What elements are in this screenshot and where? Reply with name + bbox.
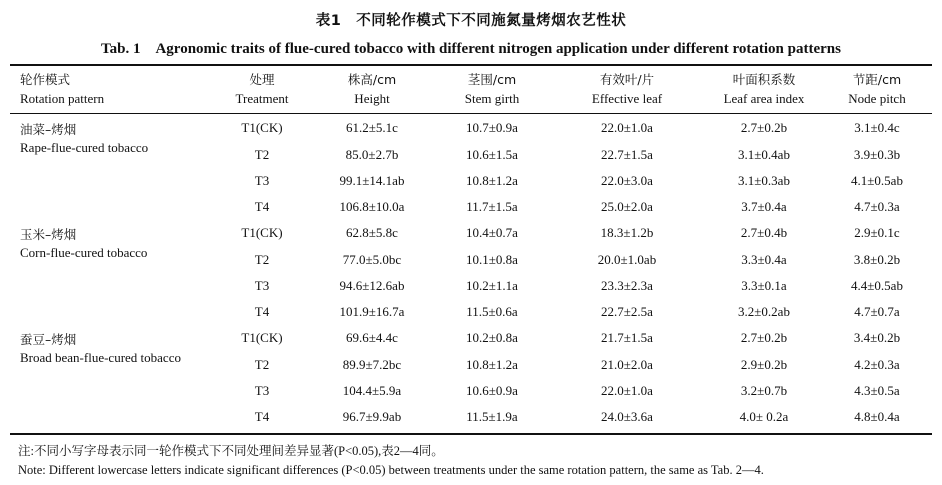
table-cell-leaf: 24.0±3.6a (601, 409, 653, 424)
table-cell-lai: 4.0± 0.2a (739, 409, 789, 424)
table-cell-stem: 11.5±0.6a (466, 304, 518, 319)
table-cell-stem: 10.8±1.2a (466, 173, 518, 188)
table-cell-stem: 10.2±0.8a (466, 330, 518, 345)
table-cell-treatment: T1(CK) (241, 330, 283, 345)
table-cell-treatment: T4 (254, 304, 270, 319)
table-cell-stem: 10.4±0.7a (466, 225, 518, 240)
table-cell-height: 61.2±5.1c (346, 120, 398, 135)
table-cell-height: 96.7±9.9ab (342, 409, 402, 424)
rotation-pattern-cn: 玉米–烤烟 (20, 227, 77, 242)
table-cell-treatment: T1(CK) (241, 120, 283, 135)
table-cell-lai: 3.1±0.4ab (738, 147, 790, 162)
table-cell-stem: 10.6±1.5a (466, 147, 518, 162)
table-cell-leaf: 22.0±3.0a (601, 173, 653, 188)
rotation-pattern-en: Corn-flue-cured tobacco (20, 245, 148, 260)
table-cell-pitch: 4.7±0.7a (854, 304, 900, 319)
rotation-pattern-cn: 油菜–烤烟 (20, 122, 77, 137)
table-cell-pitch: 4.8±0.4a (854, 409, 900, 424)
rotation-pattern-en: Rape-flue-cured tobacco (20, 140, 149, 155)
table-cell-lai: 3.3±0.4a (741, 252, 787, 267)
table-cell-pitch: 4.7±0.3a (854, 199, 900, 214)
table-cell-leaf: 20.0±1.0ab (597, 252, 657, 267)
column-header-en: Effective leaf (591, 91, 663, 106)
table-cell-treatment: T3 (254, 173, 270, 188)
table-cell-stem: 10.7±0.9a (466, 120, 518, 135)
table-cell-leaf: 22.7±1.5a (601, 147, 653, 162)
table-cell-height: 99.1±14.1ab (339, 173, 405, 188)
table-cell-treatment: T4 (254, 409, 270, 424)
rotation-pattern-en: Broad bean-flue-cured tobacco (20, 350, 181, 365)
table-cell-height: 101.9±16.7a (339, 304, 405, 319)
table-cell-lai: 2.7±0.2b (740, 120, 788, 135)
column-header-en: Height (354, 91, 390, 106)
table-title-en: Tab. 1 Agronomic traits of flue-cured tobacco with different nitrogen application under different rotation patterns (101, 41, 841, 57)
table-cell-pitch: 2.9±0.1c (854, 225, 900, 240)
column-header-cn: 处理 (249, 72, 275, 87)
table-cell-leaf: 21.7±1.5a (601, 330, 653, 345)
table-cell-height: 106.8±10.0a (339, 199, 405, 214)
table-cell-treatment: T2 (254, 357, 270, 372)
table-cell-stem: 10.1±0.8a (466, 252, 518, 267)
table-cell-treatment: T4 (254, 199, 270, 214)
table-cell-leaf: 22.7±2.5a (601, 304, 653, 319)
table-cell-lai: 3.1±0.3ab (738, 173, 790, 188)
column-header-en: Node pitch (848, 91, 906, 106)
header-rule (10, 113, 932, 114)
table-cell-height: 104.4±5.9a (342, 383, 402, 398)
column-header-en: Treatment (235, 91, 289, 106)
table-cell-pitch: 4.4±0.5ab (851, 278, 903, 293)
table-cell-lai: 2.7±0.4b (740, 225, 788, 240)
table-cell-pitch: 4.3±0.5a (854, 383, 900, 398)
table-cell-height: 89.9±7.2bc (342, 357, 402, 372)
footnote-cn: 注:不同小写字母表示同一轮作模式下不同处理间差异显著(P<0.05),表2—4同。 (18, 444, 444, 458)
table-cell-height: 85.0±2.7b (345, 147, 399, 162)
table-cell-stem: 11.7±1.5a (466, 199, 518, 214)
table-cell-lai: 3.2±0.2ab (738, 304, 790, 319)
column-header-en: Stem girth (464, 91, 520, 106)
table-cell-treatment: T3 (254, 383, 270, 398)
column-header-en: Rotation pattern (20, 91, 105, 106)
column-header-cn: 轮作模式 (20, 72, 71, 87)
table-cell-treatment: T3 (254, 278, 270, 293)
table-cell-treatment: T2 (254, 252, 270, 267)
table-cell-stem: 10.6±0.9a (466, 383, 518, 398)
table-cell-lai: 2.9±0.2b (740, 357, 788, 372)
table-cell-pitch: 3.4±0.2b (853, 330, 901, 345)
table-cell-stem: 10.2±1.1a (466, 278, 518, 293)
table-cell-stem: 11.5±1.9a (466, 409, 518, 424)
table-cell-height: 62.8±5.8c (346, 225, 398, 240)
table-cell-pitch: 3.8±0.2b (853, 252, 901, 267)
table-cell-leaf: 18.3±1.2b (600, 225, 654, 240)
table-cell-leaf: 22.0±1.0a (601, 383, 653, 398)
table-cell-treatment: T2 (254, 147, 270, 162)
table-cell-pitch: 3.9±0.3b (853, 147, 901, 162)
table-cell-height: 69.6±4.4c (346, 330, 398, 345)
footnote-en: Note: Different lowercase letters indicate significant differences (P<0.05) between treatments under the same rotation pattern, the same as Tab. 2—4. (18, 463, 764, 477)
table-cell-pitch: 4.1±0.5ab (851, 173, 903, 188)
table-cell-lai: 3.7±0.4a (741, 199, 787, 214)
table-cell-lai: 3.2±0.7b (740, 383, 788, 398)
table-cell-height: 77.0±5.0bc (342, 252, 402, 267)
rotation-pattern-cn: 蚕豆–烤烟 (20, 332, 77, 347)
column-header-cn: 节距/cm (852, 72, 902, 87)
table-cell-leaf: 23.3±2.3a (601, 278, 653, 293)
bottom-rule (10, 433, 932, 435)
table-cell-pitch: 4.2±0.3a (854, 357, 900, 372)
table-cell-pitch: 3.1±0.4c (854, 120, 900, 135)
table-cell-height: 94.6±12.6ab (339, 278, 405, 293)
column-header-cn: 叶面积系数 (732, 72, 796, 87)
table-title-cn: 表1 不同轮作模式下不同施氮量烤烟农艺性状 (315, 13, 627, 29)
top-rule (10, 64, 932, 66)
column-header-cn: 株高/cm (347, 72, 397, 87)
table-cell-treatment: T1(CK) (241, 225, 283, 240)
table-cell-stem: 10.8±1.2a (466, 357, 518, 372)
table-cell-leaf: 25.0±2.0a (601, 199, 653, 214)
table-cell-leaf: 21.0±2.0a (601, 357, 653, 372)
table-cell-lai: 2.7±0.2b (740, 330, 788, 345)
column-header-en: Leaf area index (723, 91, 805, 106)
column-header-cn: 茎围/cm (467, 72, 517, 87)
column-header-cn: 有效叶/片 (599, 72, 655, 87)
table-cell-leaf: 22.0±1.0a (601, 120, 653, 135)
table-cell-lai: 3.3±0.1a (741, 278, 787, 293)
